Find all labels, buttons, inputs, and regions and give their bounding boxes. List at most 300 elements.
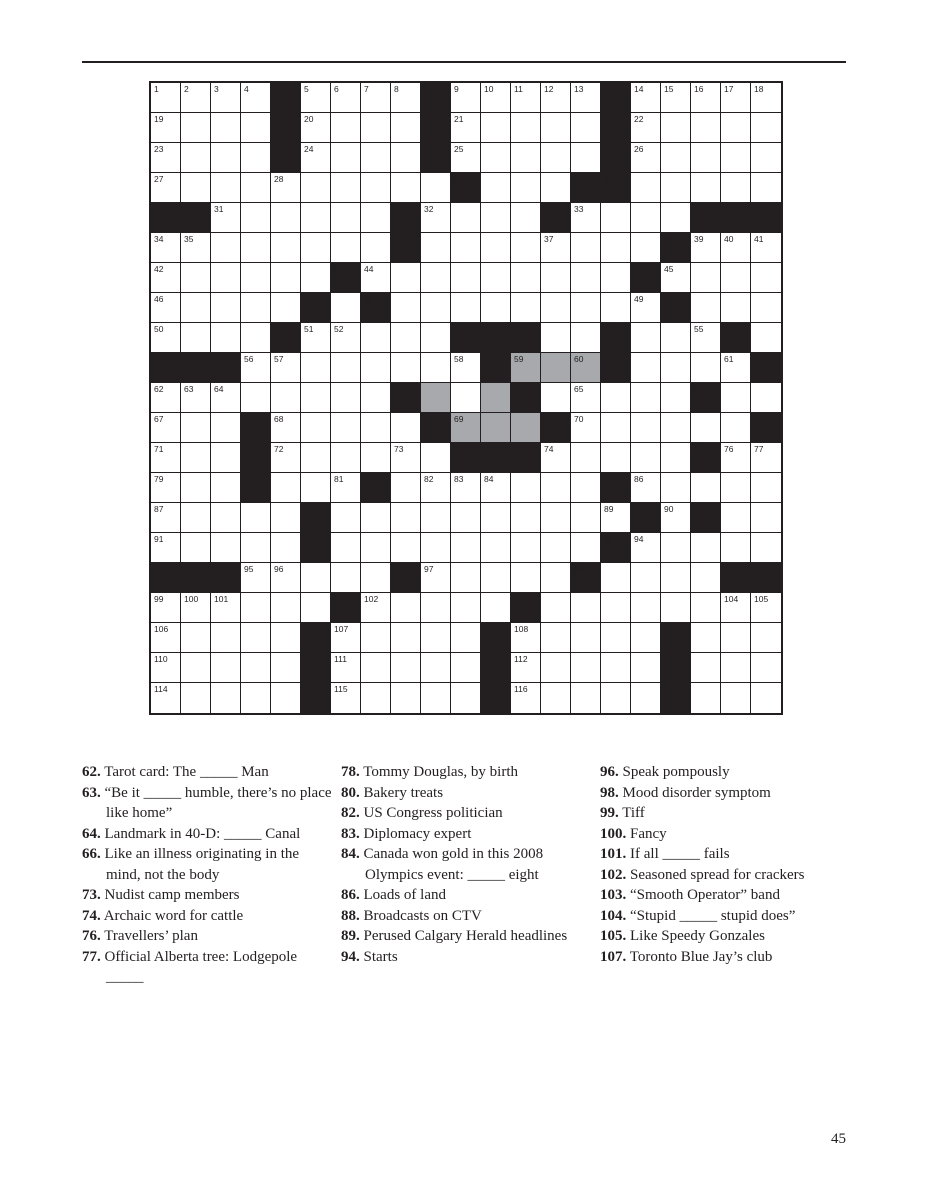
grid-cell[interactable]: [421, 293, 451, 323]
grid-cell[interactable]: [751, 83, 781, 113]
grid-cell[interactable]: [331, 173, 361, 203]
grid-cell[interactable]: [541, 323, 571, 353]
grid-cell[interactable]: [421, 623, 451, 653]
grid-cell[interactable]: [751, 683, 781, 713]
grid-cell[interactable]: [601, 593, 631, 623]
grid-cell[interactable]: [661, 263, 691, 293]
grid-cell[interactable]: [451, 263, 481, 293]
grid-cell[interactable]: [541, 503, 571, 533]
grid-cell[interactable]: [691, 173, 721, 203]
grid-cell[interactable]: [721, 143, 751, 173]
grid-cell[interactable]: [361, 413, 391, 443]
grid-cell[interactable]: [391, 593, 421, 623]
grid-cell[interactable]: [421, 683, 451, 713]
grid-cell[interactable]: [571, 593, 601, 623]
grid-cell[interactable]: [301, 113, 331, 143]
grid-cell[interactable]: [241, 353, 271, 383]
grid-cell[interactable]: [241, 293, 271, 323]
grid-cell[interactable]: [301, 443, 331, 473]
grid-cell[interactable]: [271, 203, 301, 233]
grid-cell[interactable]: [361, 683, 391, 713]
grid-cell[interactable]: [511, 173, 541, 203]
grid-cell[interactable]: [241, 263, 271, 293]
grid-cell[interactable]: [481, 563, 511, 593]
grid-cell[interactable]: [151, 143, 181, 173]
grid-cell[interactable]: [541, 143, 571, 173]
grid-cell[interactable]: [241, 383, 271, 413]
grid-cell[interactable]: [331, 113, 361, 143]
grid-cell[interactable]: [541, 443, 571, 473]
grid-cell[interactable]: [391, 323, 421, 353]
grid-cell[interactable]: [241, 593, 271, 623]
grid-cell[interactable]: [421, 503, 451, 533]
grid-cell[interactable]: [331, 653, 361, 683]
grid-cell[interactable]: [571, 503, 601, 533]
grid-cell[interactable]: [541, 233, 571, 263]
grid-cell[interactable]: [631, 203, 661, 233]
grid-cell[interactable]: [571, 473, 601, 503]
grid-cell[interactable]: [391, 533, 421, 563]
grid-cell[interactable]: [271, 233, 301, 263]
grid-cell[interactable]: [571, 623, 601, 653]
grid-cell[interactable]: [241, 173, 271, 203]
grid-cell[interactable]: [481, 383, 511, 413]
grid-cell[interactable]: [241, 113, 271, 143]
grid-cell[interactable]: [211, 623, 241, 653]
grid-cell[interactable]: [721, 383, 751, 413]
grid-cell[interactable]: [571, 263, 601, 293]
grid-cell[interactable]: [301, 563, 331, 593]
grid-cell[interactable]: [751, 113, 781, 143]
grid-cell[interactable]: [271, 623, 301, 653]
grid-cell[interactable]: [601, 293, 631, 323]
grid-cell[interactable]: [721, 293, 751, 323]
grid-cell[interactable]: [421, 383, 451, 413]
grid-cell[interactable]: [451, 533, 481, 563]
grid-cell[interactable]: [301, 263, 331, 293]
grid-cell[interactable]: [361, 353, 391, 383]
grid-cell[interactable]: [181, 683, 211, 713]
grid-cell[interactable]: [451, 413, 481, 443]
grid-cell[interactable]: [181, 263, 211, 293]
grid-cell[interactable]: [211, 383, 241, 413]
grid-cell[interactable]: [451, 233, 481, 263]
grid-cell[interactable]: [661, 533, 691, 563]
grid-cell[interactable]: [301, 323, 331, 353]
grid-cell[interactable]: [721, 653, 751, 683]
grid-cell[interactable]: [241, 233, 271, 263]
grid-cell[interactable]: [361, 143, 391, 173]
grid-cell[interactable]: [271, 593, 301, 623]
grid-cell[interactable]: [571, 353, 601, 383]
grid-cell[interactable]: [691, 113, 721, 143]
grid-cell[interactable]: [601, 263, 631, 293]
grid-cell[interactable]: [391, 293, 421, 323]
grid-cell[interactable]: [481, 233, 511, 263]
grid-cell[interactable]: [631, 623, 661, 653]
grid-cell[interactable]: [301, 203, 331, 233]
grid-cell[interactable]: [271, 263, 301, 293]
grid-cell[interactable]: [331, 563, 361, 593]
grid-cell[interactable]: [151, 173, 181, 203]
grid-cell[interactable]: [541, 593, 571, 623]
grid-cell[interactable]: [151, 533, 181, 563]
grid-cell[interactable]: [241, 83, 271, 113]
grid-cell[interactable]: [631, 113, 661, 143]
grid-cell[interactable]: [721, 233, 751, 263]
grid-cell[interactable]: [631, 143, 661, 173]
grid-cell[interactable]: [631, 443, 661, 473]
grid-cell[interactable]: [631, 563, 661, 593]
grid-cell[interactable]: [391, 413, 421, 443]
grid-cell[interactable]: [211, 653, 241, 683]
grid-cell[interactable]: [181, 503, 211, 533]
grid-cell[interactable]: [571, 233, 601, 263]
grid-cell[interactable]: [451, 683, 481, 713]
grid-cell[interactable]: [331, 353, 361, 383]
grid-cell[interactable]: [181, 473, 211, 503]
grid-cell[interactable]: [361, 503, 391, 533]
grid-cell[interactable]: [331, 143, 361, 173]
grid-cell[interactable]: [751, 263, 781, 293]
grid-cell[interactable]: [631, 293, 661, 323]
grid-cell[interactable]: [511, 473, 541, 503]
grid-cell[interactable]: [151, 263, 181, 293]
grid-cell[interactable]: [211, 533, 241, 563]
grid-cell[interactable]: [481, 593, 511, 623]
grid-cell[interactable]: [451, 353, 481, 383]
grid-cell[interactable]: [631, 413, 661, 443]
grid-cell[interactable]: [691, 413, 721, 443]
grid-cell[interactable]: [361, 113, 391, 143]
grid-cell[interactable]: [241, 323, 271, 353]
grid-cell[interactable]: [691, 143, 721, 173]
grid-cell[interactable]: [271, 413, 301, 443]
grid-cell[interactable]: [181, 323, 211, 353]
grid-cell[interactable]: [751, 293, 781, 323]
grid-cell[interactable]: [271, 653, 301, 683]
grid-cell[interactable]: [211, 593, 241, 623]
grid-cell[interactable]: [421, 443, 451, 473]
grid-cell[interactable]: [271, 533, 301, 563]
grid-cell[interactable]: [691, 83, 721, 113]
grid-cell[interactable]: [541, 263, 571, 293]
grid-cell[interactable]: [481, 533, 511, 563]
grid-cell[interactable]: [511, 353, 541, 383]
grid-cell[interactable]: [481, 263, 511, 293]
grid-cell[interactable]: [601, 653, 631, 683]
grid-cell[interactable]: [391, 173, 421, 203]
grid-cell[interactable]: [361, 203, 391, 233]
grid-cell[interactable]: [751, 473, 781, 503]
grid-cell[interactable]: [241, 503, 271, 533]
grid-cell[interactable]: [151, 593, 181, 623]
grid-cell[interactable]: [361, 623, 391, 653]
grid-cell[interactable]: [451, 473, 481, 503]
grid-cell[interactable]: [751, 593, 781, 623]
grid-cell[interactable]: [571, 83, 601, 113]
grid-cell[interactable]: [721, 263, 751, 293]
grid-cell[interactable]: [541, 383, 571, 413]
grid-cell[interactable]: [631, 653, 661, 683]
grid-cell[interactable]: [511, 83, 541, 113]
grid-cell[interactable]: [241, 143, 271, 173]
grid-cell[interactable]: [331, 203, 361, 233]
grid-cell[interactable]: [481, 113, 511, 143]
grid-cell[interactable]: [181, 413, 211, 443]
grid-cell[interactable]: [631, 473, 661, 503]
grid-cell[interactable]: [331, 473, 361, 503]
grid-cell[interactable]: [571, 683, 601, 713]
grid-cell[interactable]: [691, 293, 721, 323]
grid-cell[interactable]: [721, 113, 751, 143]
grid-cell[interactable]: [661, 383, 691, 413]
grid-cell[interactable]: [421, 653, 451, 683]
grid-cell[interactable]: [751, 143, 781, 173]
grid-cell[interactable]: [301, 173, 331, 203]
grid-cell[interactable]: [271, 173, 301, 203]
grid-cell[interactable]: [721, 503, 751, 533]
grid-cell[interactable]: [211, 83, 241, 113]
grid-cell[interactable]: [421, 173, 451, 203]
grid-cell[interactable]: [721, 593, 751, 623]
grid-cell[interactable]: [451, 293, 481, 323]
grid-cell[interactable]: [481, 203, 511, 233]
grid-cell[interactable]: [661, 173, 691, 203]
grid-cell[interactable]: [601, 623, 631, 653]
grid-cell[interactable]: [691, 263, 721, 293]
grid-cell[interactable]: [211, 443, 241, 473]
grid-cell[interactable]: [391, 263, 421, 293]
grid-cell[interactable]: [541, 353, 571, 383]
grid-cell[interactable]: [361, 263, 391, 293]
grid-cell[interactable]: [511, 113, 541, 143]
grid-cell[interactable]: [721, 353, 751, 383]
grid-cell[interactable]: [301, 473, 331, 503]
grid-cell[interactable]: [541, 83, 571, 113]
grid-cell[interactable]: [691, 683, 721, 713]
grid-cell[interactable]: [451, 653, 481, 683]
grid-cell[interactable]: [181, 623, 211, 653]
grid-cell[interactable]: [271, 563, 301, 593]
grid-cell[interactable]: [721, 173, 751, 203]
grid-cell[interactable]: [151, 113, 181, 143]
grid-cell[interactable]: [661, 413, 691, 443]
grid-cell[interactable]: [211, 683, 241, 713]
grid-cell[interactable]: [631, 233, 661, 263]
grid-cell[interactable]: [721, 623, 751, 653]
grid-cell[interactable]: [631, 383, 661, 413]
grid-cell[interactable]: [451, 113, 481, 143]
grid-cell[interactable]: [391, 83, 421, 113]
grid-cell[interactable]: [181, 113, 211, 143]
grid-cell[interactable]: [181, 653, 211, 683]
grid-cell[interactable]: [151, 233, 181, 263]
grid-cell[interactable]: [541, 683, 571, 713]
grid-cell[interactable]: [661, 593, 691, 623]
grid-cell[interactable]: [751, 623, 781, 653]
grid-cell[interactable]: [331, 413, 361, 443]
grid-cell[interactable]: [481, 413, 511, 443]
grid-cell[interactable]: [661, 323, 691, 353]
grid-cell[interactable]: [241, 653, 271, 683]
grid-cell[interactable]: [301, 83, 331, 113]
grid-cell[interactable]: [391, 473, 421, 503]
grid-cell[interactable]: [751, 443, 781, 473]
grid-cell[interactable]: [451, 563, 481, 593]
grid-cell[interactable]: [511, 413, 541, 443]
grid-cell[interactable]: [391, 623, 421, 653]
grid-cell[interactable]: [541, 533, 571, 563]
grid-cell[interactable]: [391, 653, 421, 683]
grid-cell[interactable]: [721, 473, 751, 503]
grid-cell[interactable]: [271, 443, 301, 473]
grid-cell[interactable]: [481, 83, 511, 113]
grid-cell[interactable]: [511, 503, 541, 533]
grid-cell[interactable]: [271, 353, 301, 383]
grid-cell[interactable]: [301, 383, 331, 413]
grid-cell[interactable]: [301, 593, 331, 623]
grid-cell[interactable]: [331, 233, 361, 263]
grid-cell[interactable]: [361, 443, 391, 473]
grid-cell[interactable]: [601, 383, 631, 413]
grid-cell[interactable]: [151, 293, 181, 323]
grid-cell[interactable]: [151, 683, 181, 713]
grid-cell[interactable]: [631, 533, 661, 563]
grid-cell[interactable]: [331, 323, 361, 353]
grid-cell[interactable]: [391, 443, 421, 473]
grid-cell[interactable]: [151, 473, 181, 503]
grid-cell[interactable]: [361, 233, 391, 263]
grid-cell[interactable]: [571, 653, 601, 683]
grid-cell[interactable]: [601, 683, 631, 713]
grid-cell[interactable]: [541, 293, 571, 323]
grid-cell[interactable]: [361, 383, 391, 413]
grid-cell[interactable]: [211, 173, 241, 203]
grid-cell[interactable]: [511, 533, 541, 563]
grid-cell[interactable]: [481, 143, 511, 173]
grid-cell[interactable]: [721, 683, 751, 713]
grid-cell[interactable]: [151, 413, 181, 443]
grid-cell[interactable]: [661, 563, 691, 593]
grid-cell[interactable]: [151, 623, 181, 653]
grid-cell[interactable]: [451, 623, 481, 653]
grid-cell[interactable]: [211, 293, 241, 323]
grid-cell[interactable]: [571, 143, 601, 173]
grid-cell[interactable]: [661, 113, 691, 143]
grid-cell[interactable]: [511, 563, 541, 593]
grid-cell[interactable]: [571, 443, 601, 473]
grid-cell[interactable]: [361, 323, 391, 353]
grid-cell[interactable]: [421, 203, 451, 233]
grid-cell[interactable]: [151, 323, 181, 353]
grid-cell[interactable]: [541, 563, 571, 593]
grid-cell[interactable]: [601, 443, 631, 473]
grid-cell[interactable]: [421, 233, 451, 263]
grid-cell[interactable]: [511, 623, 541, 653]
grid-cell[interactable]: [271, 683, 301, 713]
grid-cell[interactable]: [421, 353, 451, 383]
grid-cell[interactable]: [181, 143, 211, 173]
grid-cell[interactable]: [601, 413, 631, 443]
grid-cell[interactable]: [211, 263, 241, 293]
grid-cell[interactable]: [421, 533, 451, 563]
grid-cell[interactable]: [421, 473, 451, 503]
grid-cell[interactable]: [331, 293, 361, 323]
grid-cell[interactable]: [571, 383, 601, 413]
grid-cell[interactable]: [331, 623, 361, 653]
grid-cell[interactable]: [691, 593, 721, 623]
grid-cell[interactable]: [571, 323, 601, 353]
grid-cell[interactable]: [541, 623, 571, 653]
grid-cell[interactable]: [361, 533, 391, 563]
grid-cell[interactable]: [511, 233, 541, 263]
grid-cell[interactable]: [751, 173, 781, 203]
grid-cell[interactable]: [271, 473, 301, 503]
grid-cell[interactable]: [601, 203, 631, 233]
grid-cell[interactable]: [181, 383, 211, 413]
grid-cell[interactable]: [301, 353, 331, 383]
grid-cell[interactable]: [721, 413, 751, 443]
grid-cell[interactable]: [211, 233, 241, 263]
grid-cell[interactable]: [211, 203, 241, 233]
grid-cell[interactable]: [481, 503, 511, 533]
grid-cell[interactable]: [691, 353, 721, 383]
grid-cell[interactable]: [691, 473, 721, 503]
grid-cell[interactable]: [211, 413, 241, 443]
grid-cell[interactable]: [391, 353, 421, 383]
grid-cell[interactable]: [601, 233, 631, 263]
grid-cell[interactable]: [571, 203, 601, 233]
grid-cell[interactable]: [691, 653, 721, 683]
grid-cell[interactable]: [751, 233, 781, 263]
grid-cell[interactable]: [361, 173, 391, 203]
grid-cell[interactable]: [451, 503, 481, 533]
grid-cell[interactable]: [391, 683, 421, 713]
grid-cell[interactable]: [211, 473, 241, 503]
grid-cell[interactable]: [751, 323, 781, 353]
grid-cell[interactable]: [241, 683, 271, 713]
grid-cell[interactable]: [271, 383, 301, 413]
grid-cell[interactable]: [661, 203, 691, 233]
grid-cell[interactable]: [481, 173, 511, 203]
grid-cell[interactable]: [331, 443, 361, 473]
grid-cell[interactable]: [661, 473, 691, 503]
grid-cell[interactable]: [481, 293, 511, 323]
grid-cell[interactable]: [631, 323, 661, 353]
grid-cell[interactable]: [631, 83, 661, 113]
grid-cell[interactable]: [451, 83, 481, 113]
grid-cell[interactable]: [421, 323, 451, 353]
grid-cell[interactable]: [301, 143, 331, 173]
grid-cell[interactable]: [421, 263, 451, 293]
grid-cell[interactable]: [421, 563, 451, 593]
grid-cell[interactable]: [211, 143, 241, 173]
grid-cell[interactable]: [271, 293, 301, 323]
grid-cell[interactable]: [721, 83, 751, 113]
grid-cell[interactable]: [661, 443, 691, 473]
grid-cell[interactable]: [511, 293, 541, 323]
grid-cell[interactable]: [241, 203, 271, 233]
grid-cell[interactable]: [691, 563, 721, 593]
grid-cell[interactable]: [211, 503, 241, 533]
grid-cell[interactable]: [661, 143, 691, 173]
grid-cell[interactable]: [751, 653, 781, 683]
grid-cell[interactable]: [511, 203, 541, 233]
grid-cell[interactable]: [541, 473, 571, 503]
grid-cell[interactable]: [691, 623, 721, 653]
grid-cell[interactable]: [481, 473, 511, 503]
